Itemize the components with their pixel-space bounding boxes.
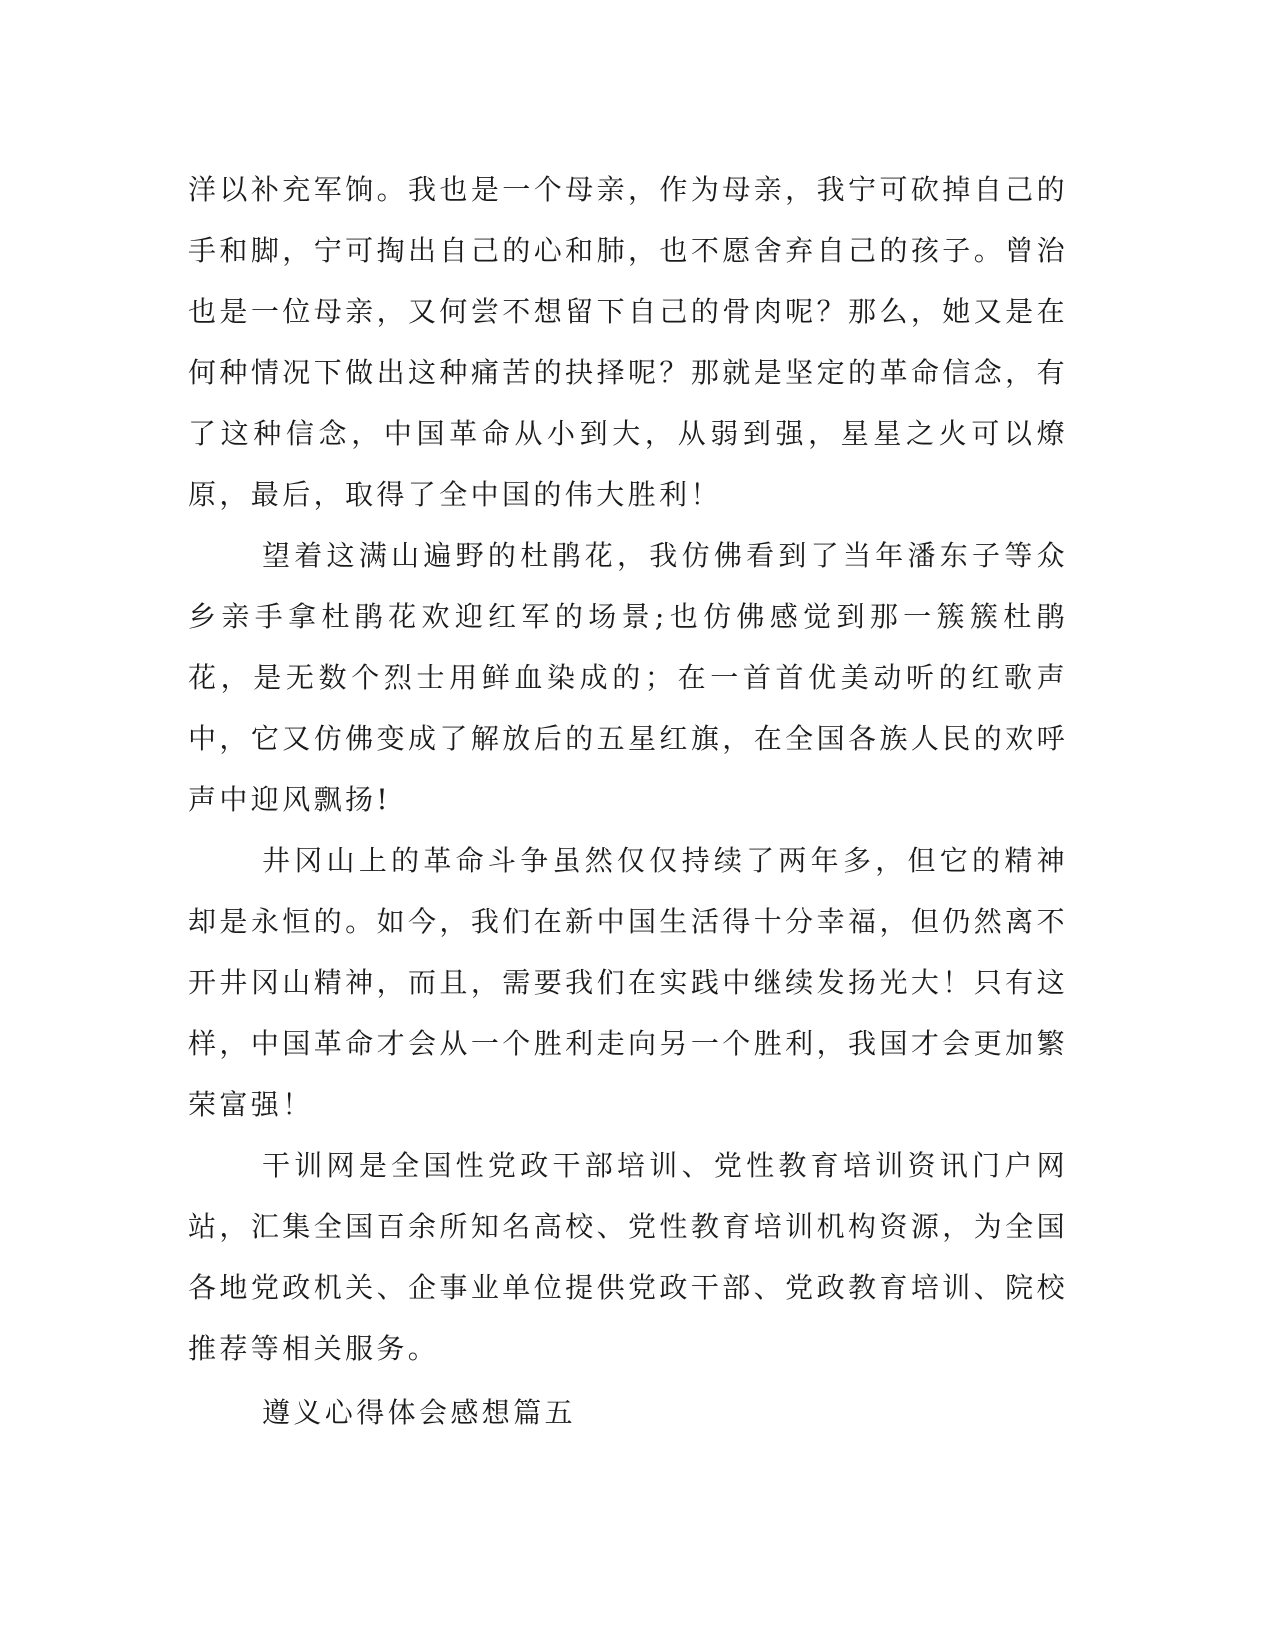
paragraph-azalea: 望着这满山遍野的杜鹃花，我仿佛看到了当年潘东子等众乡亲手拿杜鹃花欢迎红军的场景;也仿佛感觉到那一簇簇杜鹃花，是无数个烈士用鲜血染成的；在一首首优美动听的红歌声中，它又仿佛变成了解放后的五星红旗，在全国各族人民的欢呼声中迎风飘扬! (188, 539, 1068, 816)
document-body (188, 159, 1068, 1443)
section-heading: 遵义心得体会感想篇五 (262, 1396, 577, 1429)
paragraph-jinggangshan-spirit: 井冈山上的革命斗争虽然仅仅持续了两年多，但它的精神却是永恒的。如今，我们在新中国生活得十分幸福，但仍然离不开井冈山精神，而且，需要我们在实践中继续发扬光大！只有这样，中国革命才会从一个胜利走向另一个胜利，我国才会更加繁荣富强！ (188, 844, 1068, 1121)
paragraph-continued: 洋以补充军饷。我也是一个母亲，作为母亲，我宁可砍掉自己的手和脚，宁可掏出自己的心和肺，也不愿舍弃自己的孩子。曾治也是一位母亲，又何尝不想留下自己的骨肉呢？那么，她又是在何种情况下做出这种痛苦的抉择呢？那就是坚定的革命信念，有了这种信念，中国革命从小到大，从弱到强，星星之火可以燎原，最后，取得了全中国的伟大胜利！ (188, 173, 1068, 511)
paragraph-training-network: 干训网是全国性党政干部培训、党性教育培训资讯门户网站，汇集全国百余所知名高校、党性教育培训机构资源，为全国各地党政机关、企事业单位提供党政干部、党政教育培训、院校推荐等相关服务。 (188, 1149, 1068, 1365)
